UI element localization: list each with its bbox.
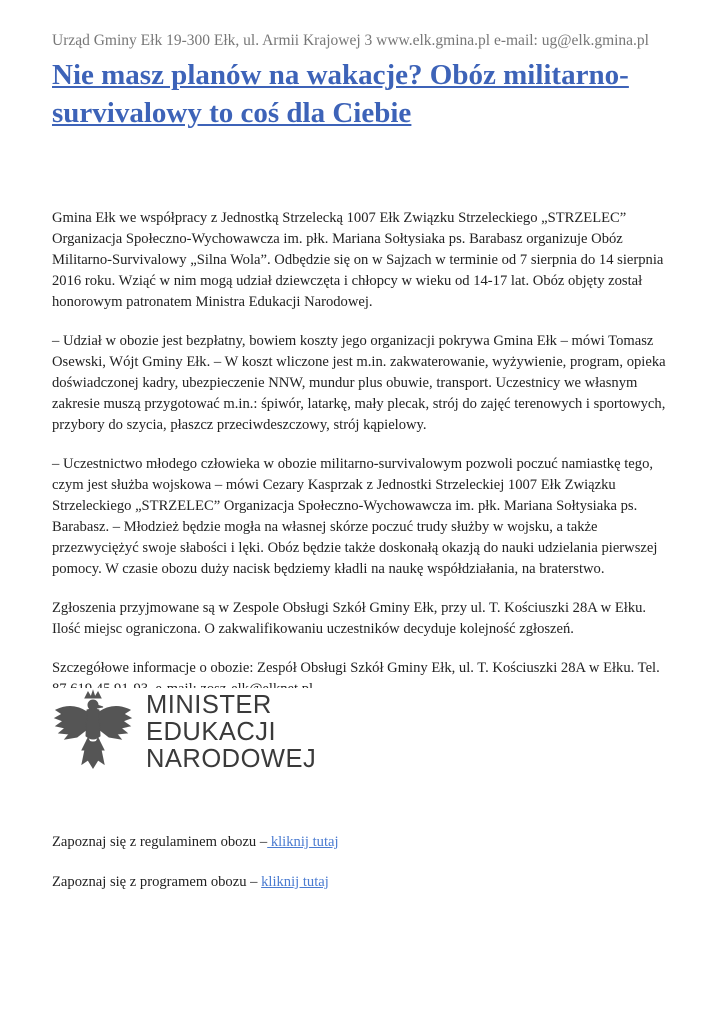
eagle-emblem-icon	[52, 688, 134, 776]
program-line	[52, 872, 329, 893]
logo-line-3: NARODOWEJ	[146, 744, 317, 773]
ministry-of-education-logo	[52, 688, 327, 776]
program-text: Zapoznaj się z programem obozu –	[52, 874, 262, 890]
municipal-office-header: Urząd Gminy Ełk 19-300 Ełk, ul. Armii Krajowej 3 www.elk.gmina.pl e-mail: ug@elk.gmina.pl	[52, 32, 649, 49]
paragraph-mayor-quote: – Udział w obozie jest bezpłatny, bowiem koszty jego organizacji pokrywa Gmina Ełk – mówi Tomasz Osewski, Wójt Gminy Ełk. – W koszt wliczone jest m.in. zakwaterowanie, wyżywienie, program, opieka doświadczonej kadry, ubezpieczenie NNW, mundur plus obuwie, transport. Uczestnicy we własnym zakresie muszą przygotować m.in.: śpiwór, latarkę, mały plecak, strój do zajęć terenowych i sportowych, przybory do szycia, płaszcz przeciwdeszczowy, strój kąpielowy.	[52, 333, 666, 433]
logo-line-2: EDUKACJI	[146, 717, 277, 746]
article-title-link[interactable]: Nie masz planów na wakacje? Obóz militarno-survivalowy to coś dla Ciebie	[52, 59, 629, 129]
article-title	[52, 56, 682, 132]
contact-text: Szczegółowe informacje o obozie: Zespół Obsługi Szkół Gminy Ełk, ul. T. Kościuszki 28A w Ełku. Tel.	[52, 660, 660, 676]
paragraph-instructor-quote: – Uczestnictwo młodego człowieka w obozie militarno-survivalowym pozwoli poczuć namiastkę tego, czym jest służba wojskowa – mówi Cezary Kasprzak z Jednostki Strzeleckiej 1007 Ełk Związku Strzeleckiego „STRZELEC” Organizacja Społeczno-Wychowawcza im. płk. Mariana Sołtysiaka ps. Barabasz. – Młodzież będzie mogła na własnej skórze poczuć trudy służby w wojsku, a także przezwyciężyć swoje słabości i lęki. Obóz będzie także doskonałą okazją do nauki udzielania pierwszej pomocy. W czasie obozu duży nacisk będziemy kładli na naukę współdziałania, na braterstwo.	[52, 456, 658, 577]
program-link[interactable]: kliknij tutaj	[261, 874, 329, 890]
regulations-line	[52, 832, 339, 853]
regulations-text: Zapoznaj się z regulaminem obozu –	[52, 834, 268, 850]
regulations-link[interactable]: kliknij tutaj	[267, 834, 339, 850]
paragraph-registration: Zgłoszenia przyjmowane są w Zespole Obsługi Szkół Gminy Ełk, przy ul. T. Kościuszki 28A w Ełku. Ilość miejsc ograniczona. O zakwalifikowaniu uczestników decyduje kolejność zgłoszeń.	[52, 600, 647, 637]
article-body	[52, 208, 677, 718]
logo-wordmark	[146, 692, 316, 773]
paragraph-intro: Gmina Ełk we współpracy z Jednostką Strzelecką 1007 Ełk Związku Strzeleckiego „STRZELEC” Organizacja Społeczno-Wychowawcza im. płk. Mariana Sołtysiaka ps. Barabasz organizuje Obóz Militarno-Survivalowy „Silna Wola”. Odbędzie się on w Sajzach w terminie od 7 sierpnia do 14 sierpnia 2016 roku. Wziąć w nim mogą udział dziewczęta i chłopcy w wieku od 14-17 lat. Obóz objęty został honorowym patronatem Ministra Edukacji Narodowej.	[52, 210, 664, 310]
logo-line-1: MINISTER	[146, 690, 272, 719]
